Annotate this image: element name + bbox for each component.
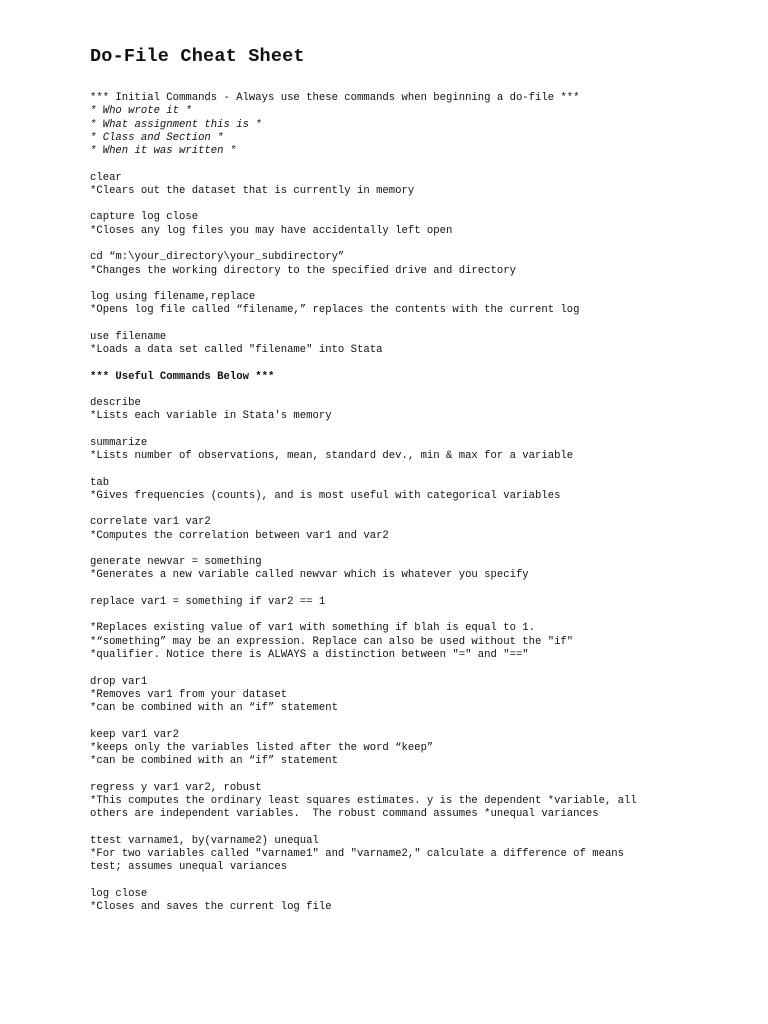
command-entry-regress (90, 782, 750, 822)
command-text: cd “m:\your_directory\your_subdirectory” (90, 251, 345, 264)
command-description: *This computes the ordinary least squares estimates. y is the dependent *variable, all (90, 794, 637, 807)
command-text: keep var1 var2 (90, 728, 180, 741)
command-text: replace var1 = something if var2 == 1 (90, 595, 326, 608)
command-text: correlate var1 var2 (90, 516, 211, 529)
command-text: ttest varname1, by(varname2) unequal (90, 834, 319, 847)
command-entry-replace (90, 596, 750, 609)
command-description: *Lists number of observations, mean, standard dev., min & max for a variable (90, 450, 574, 463)
intro-heading: *** Initial Commands - Always use these commands when beginning a do-file *** (90, 92, 580, 104)
command-entry-cd (90, 251, 750, 278)
command-description: *Generates a new variable called newvar which is whatever you specify (90, 569, 529, 582)
command-description: *Gives frequencies (counts), and is most useful with categorical variables (90, 489, 561, 502)
command-text: log close (90, 887, 148, 900)
command-text: capture log close (90, 211, 199, 224)
command-description: others are independent variables. The robust command assumes *unequal variances (90, 808, 599, 821)
command-entry-log-close (90, 888, 750, 915)
command-entry-capture-log-close (90, 211, 750, 238)
command-description: test; assumes unequal variances (90, 861, 288, 874)
intro-note: * Who wrote it * (90, 105, 192, 118)
replace-notes (90, 622, 750, 662)
command-text: generate newvar = something (90, 556, 262, 569)
command-text: regress y var1 var2, robust (90, 781, 262, 794)
command-entry-summarize (90, 437, 750, 464)
command-description: *Closes any log files you may have accidentally left open (90, 224, 453, 237)
command-entry-describe (90, 397, 750, 424)
page-title: Do-File Cheat Sheet (90, 46, 305, 67)
command-description: *Clears out the dataset that is currently in memory (90, 184, 415, 197)
command-text: describe (90, 397, 141, 410)
command-description: *can be combined with an “if” statement (90, 702, 338, 715)
command-text: summarize (90, 436, 148, 449)
command-description: *keeps only the variables listed after the word “keep” (90, 741, 434, 754)
command-description: *Closes and saves the current log file (90, 901, 332, 914)
command-description: *Lists each variable in Stata's memory (90, 410, 332, 423)
command-description: *Loads a data set called "filename" into Stata (90, 344, 383, 357)
command-entry-generate (90, 556, 750, 583)
intro-note: * Class and Section * (90, 131, 224, 144)
command-text: tab (90, 476, 110, 489)
command-entry-correlate (90, 516, 750, 543)
command-description: *Replaces existing value of var1 with something if blah is equal to 1. (90, 622, 536, 635)
command-text: clear (90, 171, 122, 184)
document-body (90, 92, 750, 914)
command-text: log using filename,replace (90, 291, 256, 304)
useful-commands-heading-block (90, 371, 750, 384)
cheat-sheet-page (90, 45, 750, 928)
section-heading: *** Useful Commands Below *** (90, 370, 275, 383)
command-description: *Changes the working directory to the specified drive and directory (90, 264, 516, 277)
intro-section (90, 92, 750, 158)
command-description: *can be combined with an “if” statement (90, 755, 338, 768)
command-description: *Opens log file called “filename,” replaces the contents with the current log (90, 304, 580, 317)
command-entry-log-using (90, 291, 750, 318)
command-entry-drop (90, 676, 750, 716)
command-description: *Removes var1 from your dataset (90, 688, 288, 701)
command-text: drop var1 (90, 675, 148, 688)
command-description: *qualifier. Notice there is ALWAYS a distinction between "=" and "==" (90, 649, 529, 662)
command-entry-keep (90, 729, 750, 769)
command-description: *“something” may be an expression. Replace can also be used without the "if" (90, 635, 574, 648)
command-description: *Computes the correlation between var1 and var2 (90, 529, 389, 542)
intro-note: * What assignment this is * (90, 118, 262, 131)
command-description: *For two variables called "varname1" and "varname2," calculate a difference of means (90, 848, 625, 861)
command-text: use filename (90, 330, 167, 343)
command-entry-tab (90, 477, 750, 504)
command-entry-ttest (90, 835, 750, 875)
intro-note: * When it was written * (90, 145, 237, 158)
command-entry-clear (90, 172, 750, 199)
command-entry-use (90, 331, 750, 358)
